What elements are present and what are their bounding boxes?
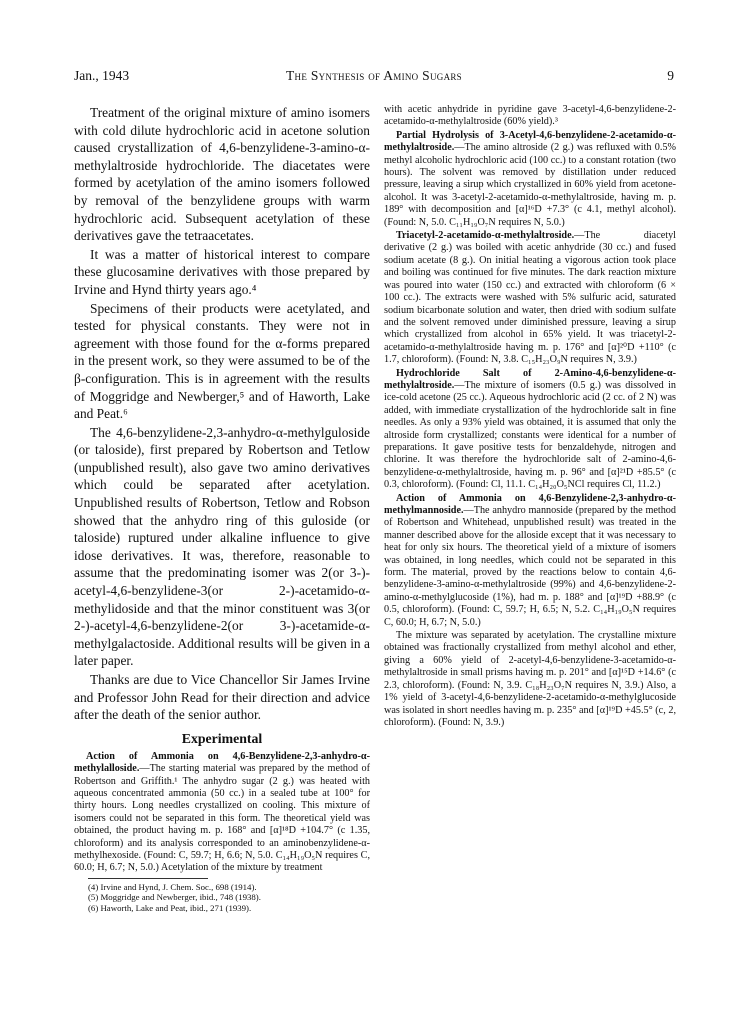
section-paragraph xyxy=(384,368,676,492)
section-title: Action of Ammonia on 4,6-Benzylidene-2,3-anhydro-α-methylmannoside. xyxy=(384,492,676,516)
footnote-rule xyxy=(88,878,208,879)
section-text: —The amino altroside (2 g.) was refluxed with 0.5% methyl alcoholic hydrochloric acid (100 cc.) to a constant rotation (two hours). The solvent was removed by distillation under reduced pressure, leaving a sirup which crystallized in 60% yield from acetone-alcohol. It was 3-acetyl-2-acetamido-α-methylaltroside, having m. p. 189° with decomposition and [α]¹⁶D +7.3° (c 4.1, methyl alcohol). (Found: N, 5.0. C₁₁H₁₉O₇N requires N, 5.0.) xyxy=(384,142,676,228)
continued-paragraph: with acetic anhydride in pyridine gave 3-acetyl-4,6-benzylidene-2-acetamido-α-methylaltroside (60% yield).³ xyxy=(384,104,676,128)
section-text: —The diacetyl derivative (2 g.) was boiled with acetic anhydride (30 cc.) and fused sodium acetate (8 g.). On initial heating a vigorous action took place and boiling was continued for five minutes. The dark reaction mixture was poured into water (150 cc.) and extracted with chloroform (6 × 100 cc.). The extracts were washed with 5% sulfuric acid, saturated sodium bicarbonate solution and water, then dried with sodium sulfate and the solvent removed under diminished pressure, leaving a sirup which crystallized from alcohol in 65% yield. It was triacetyl-2-acetamido-α-methylaltroside having m. p. 176° and [α]²⁰D +110° (c 1.7, chloroform). (Found: N, 3.8. C₁₅H₂₃O₉N requires N, 3.9.) xyxy=(384,230,676,366)
left-column xyxy=(74,104,370,914)
body-paragraph: The 4,6-benzylidene-2,3-anhydro-α-methylguloside (or taloside), first prepared by Robertson and Tetlow (unpublished result), also gave two amino derivatives which could be separated after acetylation. Unpublished results of Robertson, Tetlow and Robson showed that the anhydro ring of this guloside (or taloside) ruptured under alkaline influence to give idose derivatives. It was, therefore, reasonable to assume that the predominating isomer was 2(or 3-)-acetyl-4,6-benzylidene-3(or 2-)-acetamido-α-methylidoside and that the minor constituent was 3(or 2-)-acetyl-4,6-benzylidene-2(or 3-)-acetamide-α-methylgalactoside. Additional results will be given in a later paper. xyxy=(74,424,370,669)
section-title: Partial Hydrolysis of 3-Acetyl-4,6-benzylidene-2-acetamido-α-methylaltroside. xyxy=(384,129,676,154)
experimental-heading: Experimental xyxy=(181,730,263,746)
section-title: Hydrochloride Salt of 2-Amino-4,6-benzylidene-α-methylaltroside. xyxy=(384,367,676,391)
section-paragraph xyxy=(384,130,676,229)
running-title: The Synthesis of Amino Sugars xyxy=(286,68,462,83)
footnote: (4) Irvine and Hynd, J. Chem. Soc., 698 (1914). xyxy=(88,881,257,892)
section-paragraph xyxy=(384,630,676,729)
page-header xyxy=(74,68,674,88)
body-paragraph: It was a matter of historical interest to compare these glucosamine derivatives with those prepared by Irvine and Hynd thirty years ago.⁴ xyxy=(74,246,370,297)
section-paragraph xyxy=(384,230,676,366)
journal-date: Jan., 1943 xyxy=(74,68,130,83)
footnote: (5) Moggridge and Newberger, ibid., 748 (1938). xyxy=(88,892,261,903)
section-text: —The anhydro mannoside (prepared by the method of Robertson and Whitehead, unpublished result) was treated in the manner described above for the alloside except that it was necessary to heat for only six hours. The theoretical yield of a mixture of isomers was obtained, in long needles, which could not be separated in this form. The material, proved by the reactions below to contain 4,6-benzylidene-3-amino-α-methylaltroside (99%) and 4,6-benzylidene-2-amino-α-methylglucoside (1%), had m. p. 188° and [α]¹⁹D +88.9° (c 0.5, chloroform). (Found: C, 59.7; H, 6.5; N, 5.2. C₁₄H₁₉O₅N requires C, 60.0; H, 6.7; N, 5.0.) xyxy=(384,505,676,628)
experimental-paragraph xyxy=(74,751,370,875)
footnote: (6) Haworth, Lake and Peat, ibid., 271 (1939). xyxy=(88,903,252,914)
page-number: 9 xyxy=(667,68,674,83)
body-paragraph: Treatment of the original mixture of amino isomers with cold dilute hydrochloric acid in acetone solution caused crystallization of 4,6-benzylidene-3-amino-α-methylaltroside hydrochloride. The diacetates were formed by acetylation of the amino isomers followed by removal of the benzylidene groups with warm hydrochloric acid. Subsequent acetylation of these derivatives gave the tetraacetates. xyxy=(74,105,370,244)
section-text: The mixture was separated by acetylation. The crystalline mixture obtained was fractionally crystallized from methyl alcohol and ether, giving a 60% yield of 2-acetyl-4,6-benzylidene-3-acetamido-α-methylaltroside in small prisms having m. p. 201° and [α]¹⁵D +14.6° (c 2.3, chloroform). (Found: N, 3.9. C₁₈H₂₃O₇N requires N, 3.9.) Also, a 1% yield of 3-acetyl-4,6-benzylidene-2-acetamido-α-methylglucoside was isolated in short needles having m. p. 235° and [α]¹⁹D +45.5° (c, 2, chloroform). (Found: N, 3.9.) xyxy=(384,630,676,728)
section-paragraph xyxy=(384,493,676,629)
section-title: Triacetyl-2-acetamido-α-methylaltroside. xyxy=(396,230,575,242)
section-text: —The mixture of isomers (0.5 g.) was dissolved in ice-cold acetone (25 cc.). Aqueous hydrochloric acid (2 cc. of 2 N) was added, with immediate crystallization of the hydrochloride salt in fine needles. As only a 93% yield was obtained, it is assumed that only the altroside form crystallized; constants were identical for a number of preparations. It gave positive tests for benzaldehyde, nitrogen and chlorine. It was therefore the hydrochloride salt of 2-amino-4,6-benzylidene-α-methylaltroside, having m. p. 96° and [α]²¹D +85.5° (c 0.3, chloroform). (Found: Cl, 11.1. C₁₄H₂₀O₅NCl requires Cl, 11.2.) xyxy=(384,379,676,491)
right-column xyxy=(384,104,676,730)
acknowledgment-paragraph: Thanks are due to Vice Chancellor Sir James Irvine and Professor John Read for their direction and advice after the death of the senior author. xyxy=(74,672,370,723)
section-title: Action of Ammonia on 4,6-Benzylidene-2,3-anhydro-α-methylalloside. xyxy=(74,750,370,775)
section-text: —The starting material was prepared by the method of Robertson and Griffith.¹ The anhydro sugar (2 g.) was heated with aqueous concentrated ammonia (50 cc.) in a sealed tube at 100° for thirty hours. Long needles crystallized on cooling. This mixture of isomers could not be separated in this form. The theoretical yield was obtained, the product having m. p. 168° and [α]¹⁸D +104.7° (c 1.35, chloroform) and its analysis corresponded to an aminobenzylidene-α-methylhexoside. (Found: C, 59.7; H, 6.6; N, 5.0. C₁₄H₁₉O₅N requires C, 60.0; H, 6.7; N, 5.0.) Acetylation of the mixture by treatment xyxy=(74,763,370,874)
body-paragraph: Specimens of their products were acetylated, and tested for physical constants. They were not in agreement with those found for the α-forms prepared in the present work, so they were assumed to be of the β-configuration. This is in agreement with the results of Moggridge and Newberger,⁵ and of Haworth, Lake and Peat.⁶ xyxy=(74,300,370,422)
